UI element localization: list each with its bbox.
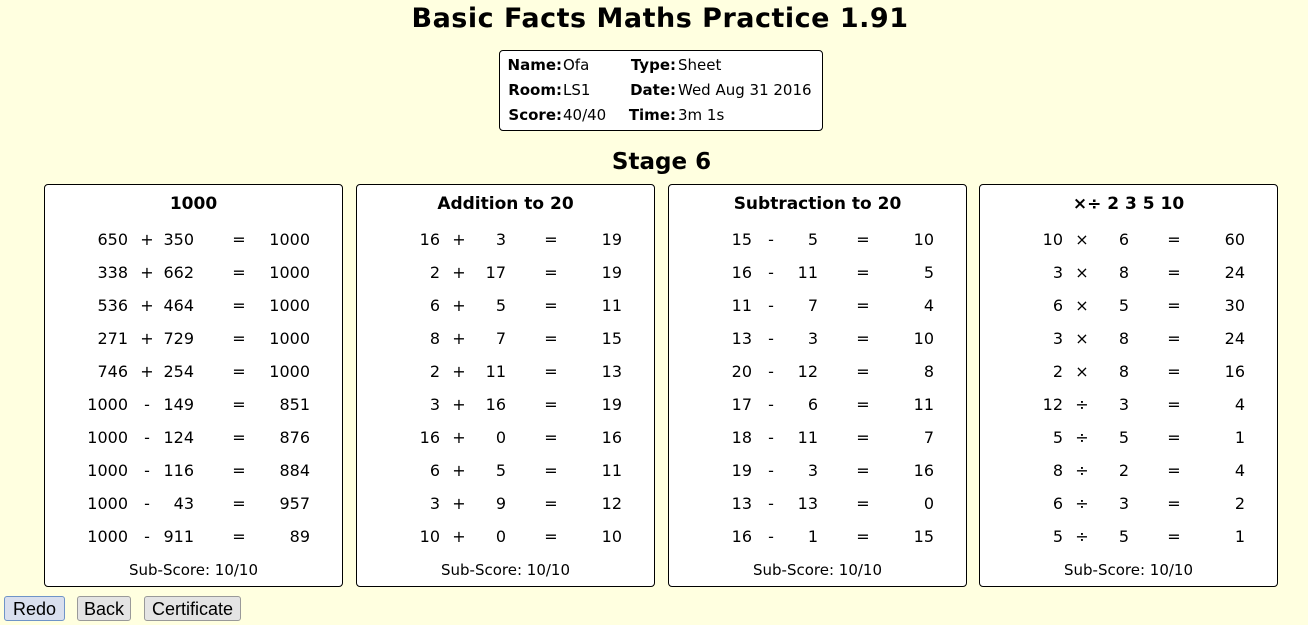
operand-b: 5 <box>1118 296 1129 315</box>
equation-row <box>980 461 1277 494</box>
operand-a: 15 <box>731 230 752 249</box>
equals-sign: = <box>544 428 558 447</box>
equation-row <box>357 428 654 461</box>
answer: 11 <box>601 461 622 480</box>
operator: + <box>452 362 466 381</box>
equals-sign: = <box>856 230 870 249</box>
answer: 1000 <box>269 263 310 282</box>
equation-row <box>669 263 966 296</box>
equation-row <box>669 395 966 428</box>
operand-b: 5 <box>807 230 818 249</box>
answer: 60 <box>1224 230 1245 249</box>
operator: - <box>768 461 774 480</box>
operand-b: 0 <box>495 527 506 546</box>
equals-sign: = <box>856 461 870 480</box>
info-row-room <box>500 81 822 103</box>
operand-a: 6 <box>429 461 440 480</box>
operand-a: 16 <box>731 527 752 546</box>
name-label: Name: <box>507 56 562 74</box>
equals-sign: = <box>1167 527 1181 546</box>
equals-sign: = <box>232 263 246 282</box>
operand-a: 2 <box>429 362 440 381</box>
answer: 89 <box>289 527 310 546</box>
equals-sign: = <box>232 362 246 381</box>
operand-a: 746 <box>97 362 128 381</box>
operand-b: 3 <box>1118 395 1129 414</box>
equals-sign: = <box>544 461 558 480</box>
operator: + <box>140 329 154 348</box>
equation-row <box>980 263 1277 296</box>
operand-a: 3 <box>1052 263 1063 282</box>
operator: ÷ <box>1075 428 1089 447</box>
equation-row <box>357 362 654 395</box>
equals-sign: = <box>232 230 246 249</box>
operand-b: 0 <box>495 428 506 447</box>
operator: - <box>144 527 150 546</box>
operand-b: 11 <box>485 362 506 381</box>
operand-a: 13 <box>731 494 752 513</box>
equals-sign: = <box>856 329 870 348</box>
equals-sign: = <box>856 494 870 513</box>
panel-title: Addition to 20 <box>437 194 574 214</box>
operator: - <box>144 461 150 480</box>
operand-a: 10 <box>419 527 440 546</box>
answer: 7 <box>923 428 934 447</box>
answer: 1000 <box>269 296 310 315</box>
equation-row <box>980 329 1277 362</box>
operator: - <box>144 428 150 447</box>
operand-a: 8 <box>1052 461 1063 480</box>
equals-sign: = <box>856 428 870 447</box>
answer: 851 <box>279 395 310 414</box>
equation-row <box>980 395 1277 428</box>
equation-row <box>45 329 342 362</box>
name-value: Ofa <box>563 56 590 74</box>
operand-b: 7 <box>807 296 818 315</box>
equation-row <box>669 428 966 461</box>
info-row-score <box>500 106 822 128</box>
equals-sign: = <box>544 263 558 282</box>
operator: - <box>768 395 774 414</box>
answer: 19 <box>601 395 622 414</box>
operand-b: 1 <box>807 527 818 546</box>
room-label: Room: <box>508 81 562 99</box>
equals-sign: = <box>1167 329 1181 348</box>
date-value: Wed Aug 31 2016 <box>678 81 812 99</box>
operator: - <box>768 428 774 447</box>
operator: × <box>1075 362 1089 381</box>
operand-a: 6 <box>1052 296 1063 315</box>
sub-score: Sub-Score: 10/10 <box>440 561 571 579</box>
answer: 1 <box>1234 428 1245 447</box>
operator: + <box>452 461 466 480</box>
equation-row <box>357 230 654 263</box>
operand-b: 3 <box>807 329 818 348</box>
answer: 19 <box>601 263 622 282</box>
operand-b: 8 <box>1118 329 1129 348</box>
operator: - <box>768 527 774 546</box>
operand-b: 2 <box>1118 461 1129 480</box>
panel-1 <box>44 184 343 587</box>
equation-row <box>45 263 342 296</box>
operand-a: 12 <box>1042 395 1063 414</box>
operand-a: 5 <box>1052 527 1063 546</box>
operator: ÷ <box>1075 395 1089 414</box>
equation-row <box>980 296 1277 329</box>
operator: + <box>452 296 466 315</box>
answer: 2 <box>1234 494 1245 513</box>
panel-title: Subtraction to 20 <box>733 194 902 214</box>
answer: 10 <box>913 329 934 348</box>
date-label: Date: <box>630 81 676 99</box>
answer: 16 <box>1224 362 1245 381</box>
operator: × <box>1075 329 1089 348</box>
equation-row <box>45 461 342 494</box>
sub-score: Sub-Score: 10/10 <box>1063 561 1194 579</box>
operand-a: 17 <box>731 395 752 414</box>
equation-row <box>980 230 1277 263</box>
equals-sign: = <box>544 230 558 249</box>
answer: 15 <box>913 527 934 546</box>
operand-b: 911 <box>163 527 194 546</box>
equation-row <box>45 428 342 461</box>
back-button[interactable]: Back <box>77 596 131 621</box>
equals-sign: = <box>544 494 558 513</box>
equation-row <box>669 230 966 263</box>
equation-row <box>45 527 342 560</box>
time-label: Time: <box>628 106 676 124</box>
operator: + <box>140 362 154 381</box>
equation-row <box>357 395 654 428</box>
answer: 13 <box>601 362 622 381</box>
operand-b: 5 <box>1118 527 1129 546</box>
operand-a: 5 <box>1052 428 1063 447</box>
answer: 15 <box>601 329 622 348</box>
answer: 876 <box>279 428 310 447</box>
sub-score: Sub-Score: 10/10 <box>752 561 883 579</box>
student-info-box <box>499 50 823 131</box>
operand-b: 116 <box>163 461 194 480</box>
equals-sign: = <box>1167 362 1181 381</box>
operand-b: 5 <box>1118 428 1129 447</box>
operand-a: 3 <box>1052 329 1063 348</box>
operand-b: 3 <box>495 230 506 249</box>
equation-row <box>669 494 966 527</box>
panel-title: ×÷ 2 3 5 10 <box>1072 194 1185 214</box>
operand-a: 271 <box>97 329 128 348</box>
operator: - <box>768 362 774 381</box>
operand-a: 2 <box>1052 362 1063 381</box>
equals-sign: = <box>232 494 246 513</box>
answer: 4 <box>1234 395 1245 414</box>
panel-title: 1000 <box>169 194 218 214</box>
equals-sign: = <box>856 263 870 282</box>
operand-a: 11 <box>731 296 752 315</box>
equals-sign: = <box>856 362 870 381</box>
type-label: Type: <box>630 56 676 74</box>
operator: ÷ <box>1075 494 1089 513</box>
operand-b: 7 <box>495 329 506 348</box>
operator: + <box>140 263 154 282</box>
operator: + <box>452 230 466 249</box>
operand-a: 16 <box>419 230 440 249</box>
operand-a: 1000 <box>87 461 128 480</box>
answer: 5 <box>923 263 934 282</box>
answer: 1000 <box>269 329 310 348</box>
answer: 24 <box>1224 329 1245 348</box>
operator: - <box>768 263 774 282</box>
equals-sign: = <box>1167 263 1181 282</box>
equation-row <box>669 362 966 395</box>
equation-row <box>357 329 654 362</box>
operator: - <box>144 395 150 414</box>
operator: + <box>452 494 466 513</box>
operand-a: 1000 <box>87 494 128 513</box>
equals-sign: = <box>232 329 246 348</box>
operand-a: 338 <box>97 263 128 282</box>
operand-b: 662 <box>163 263 194 282</box>
equation-row <box>45 230 342 263</box>
score-label: Score: <box>508 106 562 124</box>
operand-a: 16 <box>731 263 752 282</box>
equation-row <box>45 494 342 527</box>
equals-sign: = <box>232 461 246 480</box>
answer: 4 <box>1234 461 1245 480</box>
equals-sign: = <box>232 527 246 546</box>
equals-sign: = <box>232 428 246 447</box>
equation-row <box>45 395 342 428</box>
equation-row <box>357 527 654 560</box>
operator: + <box>452 329 466 348</box>
answer: 16 <box>601 428 622 447</box>
answer: 0 <box>923 494 934 513</box>
equation-row <box>980 527 1277 560</box>
answer: 11 <box>913 395 934 414</box>
equation-row <box>45 296 342 329</box>
equals-sign: = <box>1167 395 1181 414</box>
equation-row <box>980 428 1277 461</box>
stage-title: Stage 6 <box>611 149 712 175</box>
panel-4 <box>979 184 1278 587</box>
operand-a: 1000 <box>87 527 128 546</box>
equals-sign: = <box>1167 296 1181 315</box>
operator: × <box>1075 230 1089 249</box>
operand-a: 6 <box>429 296 440 315</box>
operand-a: 13 <box>731 329 752 348</box>
operator: + <box>140 296 154 315</box>
operand-a: 18 <box>731 428 752 447</box>
operator: × <box>1075 296 1089 315</box>
operand-a: 650 <box>97 230 128 249</box>
equals-sign: = <box>856 395 870 414</box>
equation-row <box>357 296 654 329</box>
equals-sign: = <box>1167 428 1181 447</box>
answer: 24 <box>1224 263 1245 282</box>
operand-b: 8 <box>1118 263 1129 282</box>
operand-a: 20 <box>731 362 752 381</box>
answer: 8 <box>923 362 934 381</box>
operand-b: 9 <box>495 494 506 513</box>
equation-row <box>669 527 966 560</box>
operand-b: 43 <box>173 494 194 513</box>
operator: ÷ <box>1075 461 1089 480</box>
operand-a: 8 <box>429 329 440 348</box>
operator: + <box>452 263 466 282</box>
equals-sign: = <box>544 395 558 414</box>
room-value: LS1 <box>563 81 591 99</box>
answer: 11 <box>601 296 622 315</box>
operand-b: 13 <box>797 494 818 513</box>
operator: + <box>452 527 466 546</box>
panel-3 <box>668 184 967 587</box>
operator: - <box>768 494 774 513</box>
operand-b: 11 <box>797 428 818 447</box>
page-title: Basic Facts Maths Practice 1.91 <box>411 3 909 34</box>
equals-sign: = <box>232 395 246 414</box>
operand-b: 5 <box>495 296 506 315</box>
operand-b: 16 <box>485 395 506 414</box>
operand-b: 5 <box>495 461 506 480</box>
operand-a: 16 <box>419 428 440 447</box>
equals-sign: = <box>1167 461 1181 480</box>
operand-b: 729 <box>163 329 194 348</box>
type-value: Sheet <box>678 56 722 74</box>
operand-a: 6 <box>1052 494 1063 513</box>
operator: + <box>452 428 466 447</box>
operand-b: 149 <box>163 395 194 414</box>
equals-sign: = <box>544 329 558 348</box>
equation-row <box>980 362 1277 395</box>
operand-b: 12 <box>797 362 818 381</box>
answer: 10 <box>601 527 622 546</box>
answer: 12 <box>601 494 622 513</box>
equals-sign: = <box>856 527 870 546</box>
operand-b: 464 <box>163 296 194 315</box>
operand-b: 3 <box>807 461 818 480</box>
operand-b: 3 <box>1118 494 1129 513</box>
operand-a: 536 <box>97 296 128 315</box>
operator: + <box>452 395 466 414</box>
operand-a: 3 <box>429 395 440 414</box>
operand-a: 19 <box>731 461 752 480</box>
equals-sign: = <box>1167 230 1181 249</box>
answer: 957 <box>279 494 310 513</box>
operator: - <box>768 230 774 249</box>
answer: 16 <box>913 461 934 480</box>
answer: 1000 <box>269 230 310 249</box>
equation-row <box>357 494 654 527</box>
equation-row <box>357 461 654 494</box>
redo-button[interactable]: Redo <box>4 596 65 621</box>
score-value: 40/40 <box>563 106 607 124</box>
operator: - <box>144 494 150 513</box>
answer: 1 <box>1234 527 1245 546</box>
equals-sign: = <box>544 296 558 315</box>
answer: 19 <box>601 230 622 249</box>
operand-b: 17 <box>485 263 506 282</box>
answer: 4 <box>923 296 934 315</box>
operator: - <box>768 329 774 348</box>
operator: - <box>768 296 774 315</box>
operand-a: 3 <box>429 494 440 513</box>
operand-a: 2 <box>429 263 440 282</box>
equals-sign: = <box>544 527 558 546</box>
operand-a: 10 <box>1042 230 1063 249</box>
equals-sign: = <box>232 296 246 315</box>
operand-a: 1000 <box>87 428 128 447</box>
operator: + <box>140 230 154 249</box>
equation-row <box>357 263 654 296</box>
answer: 30 <box>1224 296 1245 315</box>
operand-a: 1000 <box>87 395 128 414</box>
equation-row <box>669 461 966 494</box>
equals-sign: = <box>1167 494 1181 513</box>
equation-row <box>669 329 966 362</box>
answer: 10 <box>913 230 934 249</box>
operator: ÷ <box>1075 527 1089 546</box>
certificate-button[interactable]: Certificate <box>144 596 241 621</box>
operand-b: 254 <box>163 362 194 381</box>
time-value: 3m 1s <box>678 106 725 124</box>
operand-b: 124 <box>163 428 194 447</box>
equals-sign: = <box>856 296 870 315</box>
operator: × <box>1075 263 1089 282</box>
equals-sign: = <box>544 362 558 381</box>
answer: 1000 <box>269 362 310 381</box>
answer: 884 <box>279 461 310 480</box>
equation-row <box>45 362 342 395</box>
operand-b: 11 <box>797 263 818 282</box>
operand-b: 350 <box>163 230 194 249</box>
operand-b: 6 <box>807 395 818 414</box>
panel-2 <box>356 184 655 587</box>
operand-b: 8 <box>1118 362 1129 381</box>
equation-row <box>669 296 966 329</box>
operand-b: 6 <box>1118 230 1129 249</box>
sub-score: Sub-Score: 10/10 <box>128 561 259 579</box>
info-row-name <box>500 56 822 78</box>
equation-row <box>980 494 1277 527</box>
